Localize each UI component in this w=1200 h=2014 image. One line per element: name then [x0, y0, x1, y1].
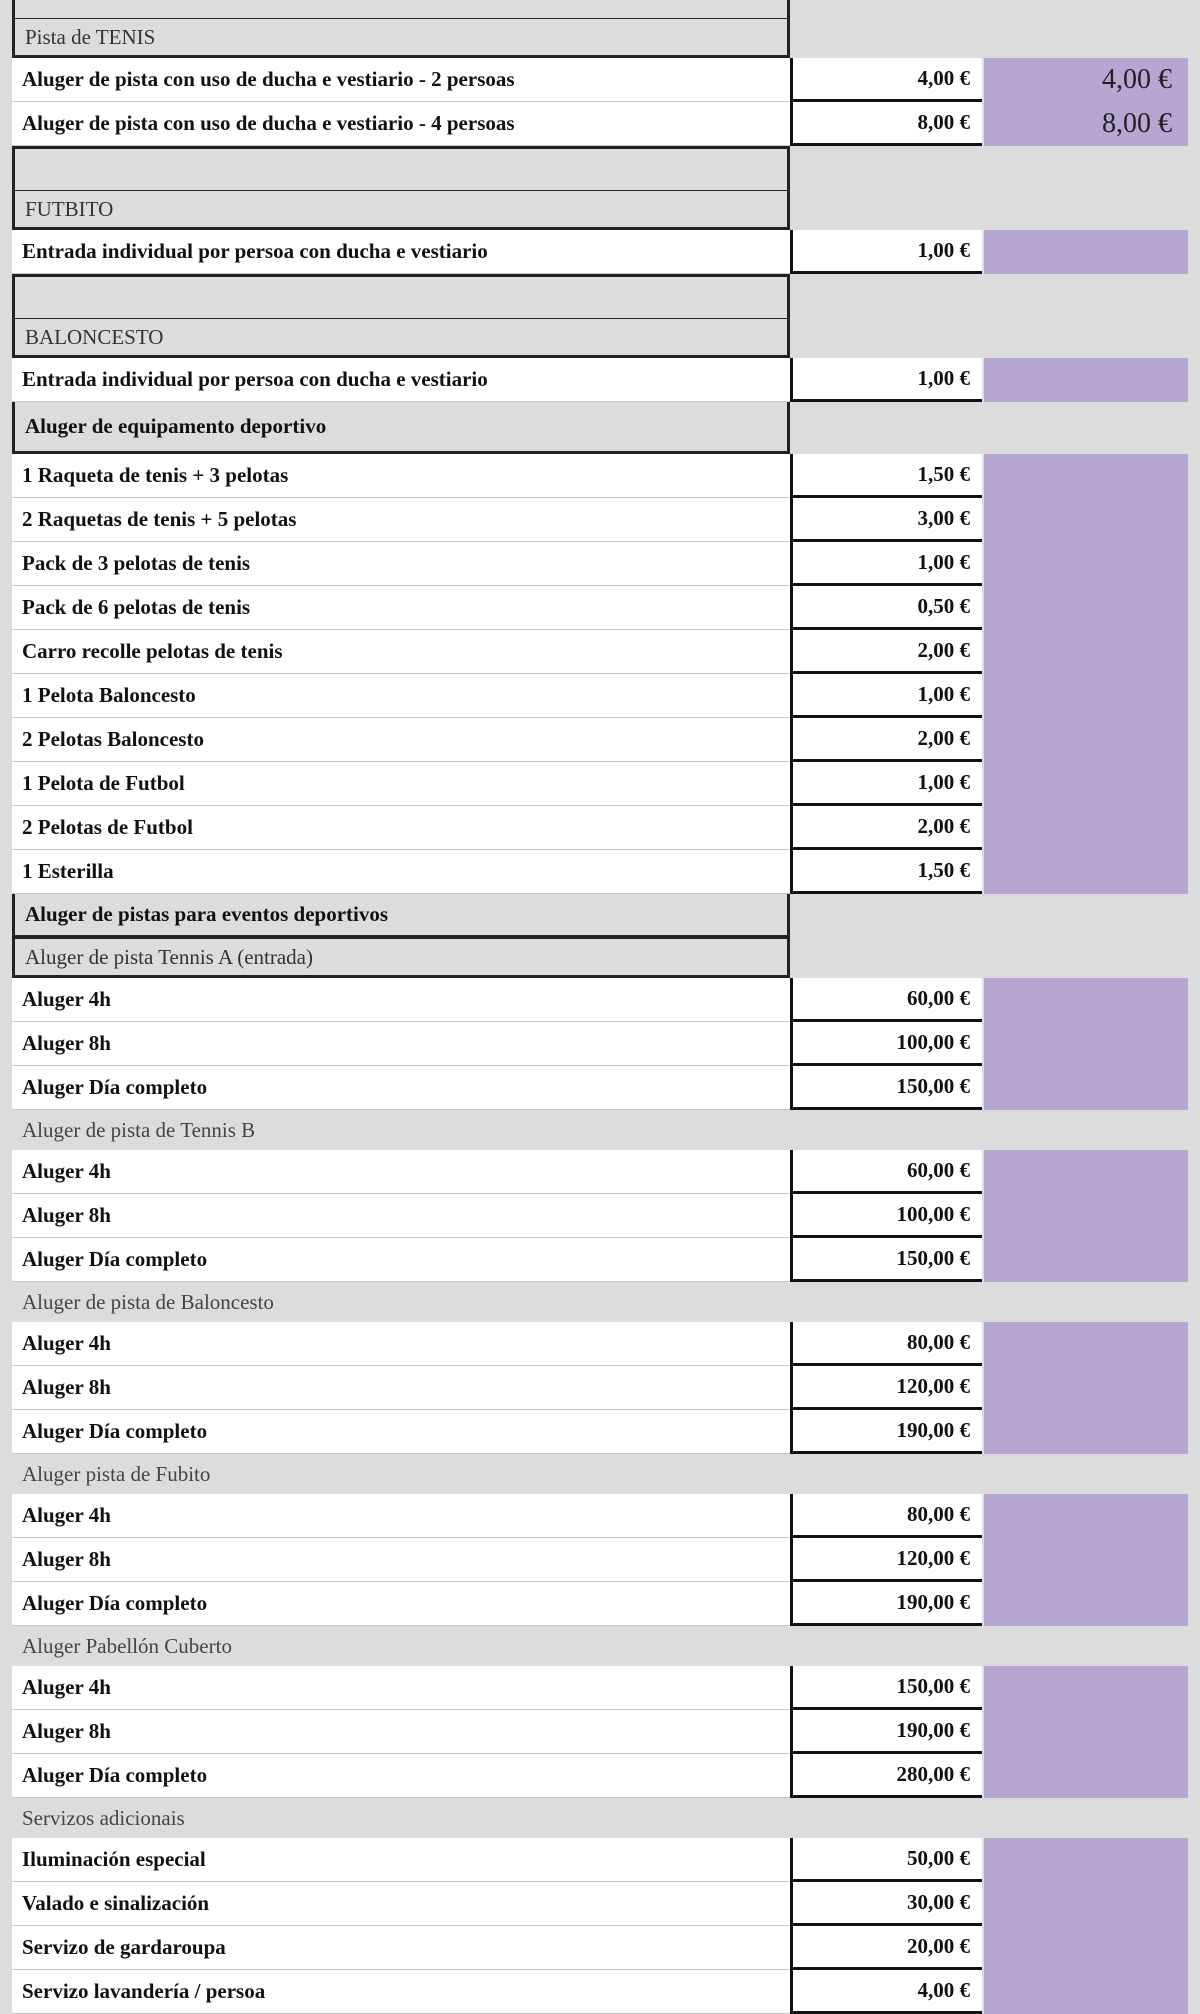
- section-header-futbito: [0, 190, 1200, 230]
- table-row: [0, 1322, 1200, 1366]
- section-title: Servizos adicionais: [12, 1798, 1198, 1838]
- item-label: Aluger 8h: [12, 1710, 790, 1754]
- tennis-a-list: [0, 978, 1200, 1110]
- item-label: Aluger de pista con uso de ducha e vestiario - 4 persoas: [12, 102, 790, 146]
- item-label: Pack de 3 pelotas de tenis: [12, 542, 790, 586]
- item-price: 120,00 €: [790, 1366, 982, 1410]
- item-label: Entrada individual por persoa con ducha e vestiario: [12, 230, 790, 274]
- item-total-cell[interactable]: [984, 454, 1188, 498]
- item-label: Aluger Día completo: [12, 1410, 790, 1454]
- table-row: [0, 542, 1200, 586]
- section-title: Aluger de pistas para eventos deportivos: [12, 894, 790, 938]
- item-price: 280,00 €: [790, 1754, 982, 1798]
- table-row: [0, 806, 1200, 850]
- item-total-cell[interactable]: [984, 1754, 1188, 1798]
- section-header-servizos: [0, 1798, 1200, 1838]
- item-total-cell[interactable]: [984, 542, 1188, 586]
- item-price: 80,00 €: [790, 1494, 982, 1538]
- table-row: [0, 1194, 1200, 1238]
- item-price: 1,00 €: [790, 762, 982, 806]
- item-label: Aluger 4h: [12, 1494, 790, 1538]
- equipamento-list: [0, 454, 1200, 894]
- item-price: 2,00 €: [790, 718, 982, 762]
- item-total-cell[interactable]: [984, 762, 1188, 806]
- top-border-row: [0, 0, 1200, 18]
- table-row: [0, 1882, 1200, 1926]
- item-price: 2,00 €: [790, 806, 982, 850]
- spacer-row: [0, 146, 1200, 190]
- section-title: FUTBITO: [12, 190, 790, 230]
- table-row: [0, 1582, 1200, 1626]
- table-row: [0, 58, 1200, 102]
- item-total-cell[interactable]: [984, 498, 1188, 542]
- item-price: 2,00 €: [790, 630, 982, 674]
- fubito-list: [0, 1494, 1200, 1626]
- item-label: Entrada individual por persoa con ducha e vestiario: [12, 358, 790, 402]
- item-total-cell[interactable]: [984, 1494, 1188, 1538]
- section-title: Aluger Pabellón Cuberto: [12, 1626, 1198, 1666]
- item-total-cell[interactable]: [984, 1582, 1188, 1626]
- item-label: Aluger 8h: [12, 1194, 790, 1238]
- section-header-fubito: [0, 1454, 1200, 1494]
- table-row: [0, 1366, 1200, 1410]
- item-label: Aluger 4h: [12, 978, 790, 1022]
- section-header-tennis-b: [0, 1110, 1200, 1150]
- section-title: BALONCESTO: [12, 318, 790, 358]
- item-label: Aluger 4h: [12, 1322, 790, 1366]
- table-row: [0, 358, 1200, 402]
- item-total-cell[interactable]: [984, 1882, 1188, 1926]
- table-row: [0, 230, 1200, 274]
- item-total-cell[interactable]: [984, 1926, 1188, 1970]
- baloncesto-list: [0, 358, 1200, 402]
- item-total-cell[interactable]: [984, 1150, 1188, 1194]
- item-label: Carro recolle pelotas de tenis: [12, 630, 790, 674]
- item-price: 30,00 €: [790, 1882, 982, 1926]
- section-header-equipamento: [0, 402, 1200, 454]
- item-label: Aluger de pista con uso de ducha e vestiario - 2 persoas: [12, 58, 790, 102]
- item-total-cell[interactable]: [984, 1410, 1188, 1454]
- table-row: [0, 1970, 1200, 2014]
- item-price: 100,00 €: [790, 1022, 982, 1066]
- item-price: 120,00 €: [790, 1538, 982, 1582]
- table-row: [0, 102, 1200, 146]
- item-price: 3,00 €: [790, 498, 982, 542]
- table-row: [0, 674, 1200, 718]
- item-price: 60,00 €: [790, 978, 982, 1022]
- item-price: 4,00 €: [790, 1970, 982, 2014]
- item-price: 190,00 €: [790, 1410, 982, 1454]
- item-total-cell[interactable]: [984, 674, 1188, 718]
- item-total-cell[interactable]: [984, 978, 1188, 1022]
- item-total-cell[interactable]: [984, 1022, 1188, 1066]
- servizos-list: [0, 1838, 1200, 2014]
- table-row: [0, 1838, 1200, 1882]
- item-total-cell[interactable]: [984, 806, 1188, 850]
- item-total-cell[interactable]: [984, 586, 1188, 630]
- item-total-cell[interactable]: [984, 1710, 1188, 1754]
- item-total-cell[interactable]: [984, 1538, 1188, 1582]
- futbito-list: [0, 230, 1200, 274]
- item-price: 50,00 €: [790, 1838, 982, 1882]
- item-price: 1,00 €: [790, 674, 982, 718]
- item-label: 1 Esterilla: [12, 850, 790, 894]
- item-total-cell[interactable]: [984, 1066, 1188, 1110]
- item-label: Aluger Día completo: [12, 1238, 790, 1282]
- item-total-cell[interactable]: [984, 630, 1188, 674]
- item-label: 2 Raquetas de tenis + 5 pelotas: [12, 498, 790, 542]
- item-total-cell[interactable]: [984, 718, 1188, 762]
- tennis-b-list: [0, 1150, 1200, 1282]
- item-price: 190,00 €: [790, 1582, 982, 1626]
- table-row: [0, 1150, 1200, 1194]
- table-row: [0, 1754, 1200, 1798]
- table-row: [0, 1238, 1200, 1282]
- item-total-cell[interactable]: [984, 1322, 1188, 1366]
- table-row: [0, 1066, 1200, 1110]
- item-total-cell[interactable]: [984, 850, 1188, 894]
- item-total-cell[interactable]: 4,00 €: [984, 58, 1188, 102]
- section-header-baloncesto: [0, 318, 1200, 358]
- item-total-cell[interactable]: [984, 1666, 1188, 1710]
- item-total-cell[interactable]: [984, 358, 1188, 402]
- item-label: 2 Pelotas Baloncesto: [12, 718, 790, 762]
- table-row: [0, 762, 1200, 806]
- item-total-cell[interactable]: [984, 1194, 1188, 1238]
- table-row: [0, 1494, 1200, 1538]
- table-row: [0, 1410, 1200, 1454]
- table-row: [0, 1926, 1200, 1970]
- item-price: 80,00 €: [790, 1322, 982, 1366]
- section-header-pabellon: [0, 1626, 1200, 1666]
- item-price: 150,00 €: [790, 1066, 982, 1110]
- section-title: Aluger de pista Tennis A (entrada): [12, 938, 790, 978]
- item-price: 100,00 €: [790, 1194, 982, 1238]
- item-total-cell[interactable]: [984, 1366, 1188, 1410]
- table-row: [0, 978, 1200, 1022]
- item-price: 0,50 €: [790, 586, 982, 630]
- item-total-cell[interactable]: [984, 1838, 1188, 1882]
- item-label: Servizo lavandería / persoa: [12, 1970, 790, 2014]
- item-label: Aluger 4h: [12, 1666, 790, 1710]
- baloncesto-pista-list: [0, 1322, 1200, 1454]
- section-header-baloncesto-pista: [0, 1282, 1200, 1322]
- item-label: Aluger Día completo: [12, 1066, 790, 1110]
- item-price: 4,00 €: [790, 58, 982, 102]
- item-price: 1,00 €: [790, 230, 982, 274]
- table-row: [0, 1022, 1200, 1066]
- item-price: 1,50 €: [790, 850, 982, 894]
- section-header-eventos: [0, 894, 1200, 938]
- table-row: [0, 1710, 1200, 1754]
- item-label: Aluger Día completo: [12, 1754, 790, 1798]
- item-label: Aluger 4h: [12, 1150, 790, 1194]
- tenis-list: [0, 58, 1200, 146]
- item-label: Aluger Día completo: [12, 1582, 790, 1626]
- item-label: 1 Raqueta de tenis + 3 pelotas: [12, 454, 790, 498]
- item-label: 1 Pelota de Futbol: [12, 762, 790, 806]
- item-price: 150,00 €: [790, 1238, 982, 1282]
- item-label: Aluger 8h: [12, 1538, 790, 1582]
- table-row: [0, 498, 1200, 542]
- item-total-cell[interactable]: [984, 1238, 1188, 1282]
- table-row: [0, 630, 1200, 674]
- item-label: 2 Pelotas de Futbol: [12, 806, 790, 850]
- item-price: 8,00 €: [790, 102, 982, 146]
- table-row: [0, 454, 1200, 498]
- item-price: 20,00 €: [790, 1926, 982, 1970]
- item-total-cell[interactable]: [984, 230, 1188, 274]
- table-row: [0, 718, 1200, 762]
- item-price: 1,00 €: [790, 358, 982, 402]
- table-row: [0, 850, 1200, 894]
- item-label: Aluger 8h: [12, 1366, 790, 1410]
- section-title: Pista de TENIS: [12, 18, 790, 58]
- item-price: 150,00 €: [790, 1666, 982, 1710]
- item-label: Valado e sinalización: [12, 1882, 790, 1926]
- section-title: Aluger pista de Fubito: [12, 1454, 1198, 1494]
- table-row: [0, 1538, 1200, 1582]
- section-header-tenis: [0, 18, 1200, 58]
- item-label: Servizo de gardaroupa: [12, 1926, 790, 1970]
- pabellon-list: [0, 1666, 1200, 1798]
- item-price: 1,00 €: [790, 542, 982, 586]
- table-row: [0, 586, 1200, 630]
- spacer-row: [0, 274, 1200, 318]
- section-title: Aluger de pista de Baloncesto: [12, 1282, 1198, 1322]
- table-row: [0, 1666, 1200, 1710]
- item-label: Iluminación especial: [12, 1838, 790, 1882]
- item-label: 1 Pelota Baloncesto: [12, 674, 790, 718]
- item-price: 60,00 €: [790, 1150, 982, 1194]
- section-title: Aluger de pista de Tennis B: [12, 1110, 1198, 1150]
- item-total-cell[interactable]: 8,00 €: [984, 102, 1188, 146]
- section-header-tennis-a: [0, 938, 1200, 978]
- item-price: 190,00 €: [790, 1710, 982, 1754]
- item-label: Aluger 8h: [12, 1022, 790, 1066]
- item-label: Pack de 6 pelotas de tenis: [12, 586, 790, 630]
- section-title: Aluger de equipamento deportivo: [12, 402, 790, 454]
- item-price: 1,50 €: [790, 454, 982, 498]
- item-total-cell[interactable]: [984, 1970, 1188, 2014]
